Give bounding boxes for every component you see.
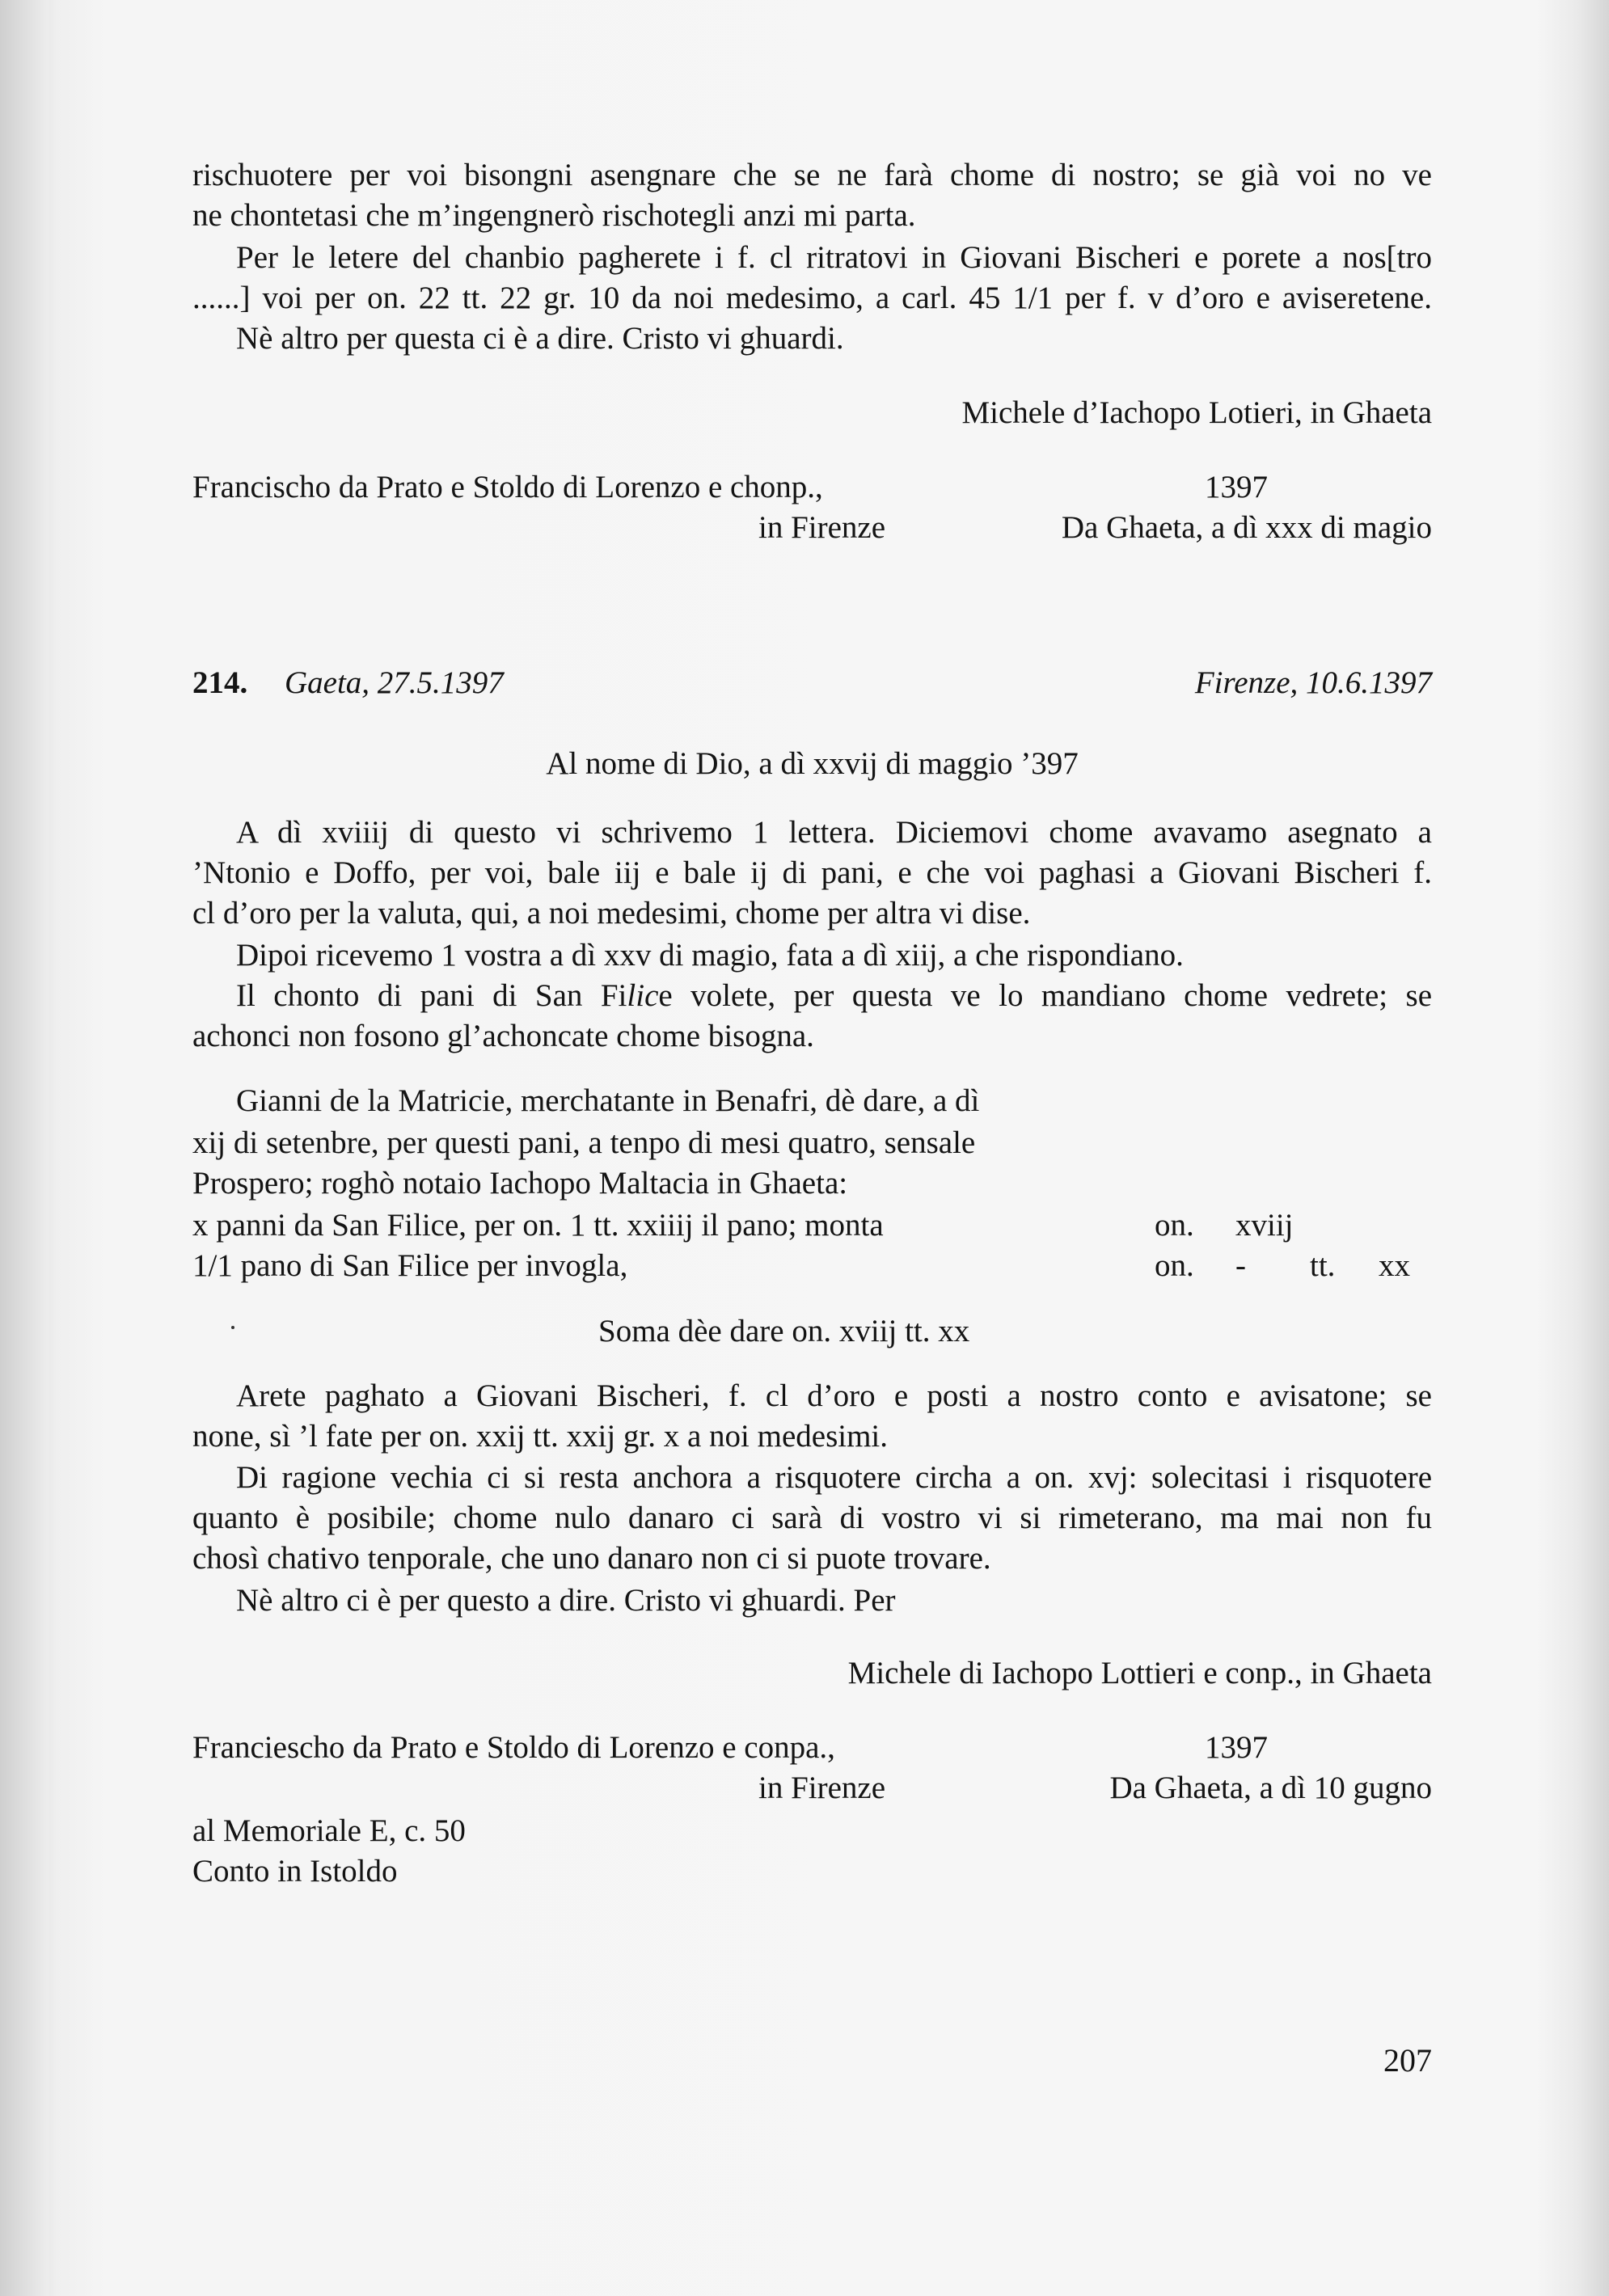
letter-year: 1397 <box>1205 470 1268 504</box>
page-number: 207 <box>1383 2042 1432 2079</box>
letter-origin: Gaeta, 27.5.1397 <box>285 665 504 700</box>
body-text-line: Per le letere del chanbio pagherete i f. cl ritratovi in Giovani Bischeri e porete a nos[tro <box>236 240 1432 275</box>
letter-date-line: Da Ghaeta, a dì xxx di magio <box>1061 510 1432 545</box>
body-text-line: Di ragione vechia ci si resta anchora a risquotere circha a on. xvj: solecitasi i risquotere <box>236 1460 1432 1495</box>
letter-destination: Firenze, 10.6.1397 <box>1194 665 1432 700</box>
body-text-line: chosì chativo tenporale, che uno danaro non ci si puote trovare. <box>192 1541 991 1576</box>
body-text-line: Dipoi ricevemo 1 vostra a dì xxv di magio, fata a dì xiij, a che rispondiano. <box>236 938 1184 973</box>
account-text-line: Prospero; roghò notaio Iachopo Maltacia in Ghaeta: <box>192 1166 848 1201</box>
body-text-line: ne chontetasi che m’ingengnerò rischotegli anzi mi parta. <box>192 198 916 233</box>
body-text-line: rischuotere per voi bisongni asengnare che se ne farà chome di nostro; se già voi no ve <box>192 158 1432 192</box>
account-row-unit: tt. <box>1310 1248 1336 1283</box>
account-text-line: Gianni de la Matricie, merchatante in Benafri, dè dare, a dì <box>236 1083 980 1118</box>
stray-mark <box>231 1326 234 1329</box>
body-text-line: cl d’oro per la valuta, qui, a noi medesimi, chome per altra vi dise. <box>192 896 1031 931</box>
letter-date-line: Da Ghaeta, a dì 10 gugno <box>1109 1771 1432 1805</box>
body-text-line: ......] voi per on. 22 tt. 22 gr. 10 da noi medesimo, a carl. 45 1/1 per f. v d’oro e aviseretene. <box>192 281 1432 315</box>
archival-note: Conto in Istoldo <box>192 1854 398 1889</box>
letter-invocation: Al nome di Dio, a dì xxvij di maggio ’397 <box>546 746 1079 781</box>
account-total: Soma dèe dare on. xviij tt. xx <box>598 1314 970 1348</box>
account-row-description: x panni da San Filice, per on. 1 tt. xxiiij il pano; monta <box>192 1208 884 1243</box>
letter-addressee: Francischo da Prato e Stoldo di Lorenzo e chonp., <box>192 470 823 504</box>
letter-signature: Michele d’Iachopo Lotieri, in Ghaeta <box>961 395 1432 430</box>
body-text-line: Arete paghato a Giovani Bischeri, f. cl d’oro e posti a nostro conto e avisatone; se <box>236 1378 1432 1413</box>
body-text-line: Nè altro ci è per questo a dire. Cristo vi ghuardi. Per <box>236 1583 896 1618</box>
account-row-description: 1/1 pano di San Filice per invogla, <box>192 1248 628 1283</box>
account-text-line: xij di setenbre, per questi pani, a tenpo di mesi quatro, sensale <box>192 1125 976 1160</box>
account-row-unit: on. <box>1155 1248 1194 1283</box>
account-row-value: xx <box>1379 1248 1410 1283</box>
account-row-value: xviij <box>1235 1208 1294 1243</box>
body-text-line: none, sì ’l fate per on. xxij tt. xxij gr. x a noi medesimi. <box>192 1419 889 1454</box>
body-text-line: A dì xviiij di questo vi schrivemo 1 lettera. Diciemovi chome avavamo asegnato a <box>236 815 1432 850</box>
account-row-dash: - <box>1235 1248 1246 1283</box>
body-text-line: Nè altro per questa ci è a dire. Cristo vi ghuardi. <box>236 321 844 356</box>
account-row-unit: on. <box>1155 1208 1194 1243</box>
letter-addressee: Franciescho da Prato e Stoldo di Lorenzo e conpa., <box>192 1730 835 1765</box>
body-text-line: achonci non fosono gl’achoncate chome bisogna. <box>192 1019 814 1053</box>
addressee-place: in Firenze <box>758 510 886 545</box>
letter-year: 1397 <box>1205 1730 1268 1765</box>
archival-note: al Memoriale E, c. 50 <box>192 1813 466 1848</box>
addressee-place: in Firenze <box>758 1771 886 1805</box>
book-spine-shadow <box>0 0 49 2296</box>
letter-signature: Michele di Iachopo Lottieri e conp., in Ghaeta <box>847 1656 1432 1690</box>
body-text-line: Il chonto di pani di San Filice volete, per questa ve lo mandiano chome vedrete; se <box>236 978 1433 1013</box>
body-text-line: ’Ntonio e Doffo, per voi, bale iij e bale ij di pani, e che voi paghasi a Giovani Bischeri f. <box>192 855 1432 890</box>
letter-number: 214. <box>192 665 248 700</box>
body-text-line: quanto è posibile; chome nulo danaro ci sarà di vostro vi si rimeterano, ma mai non fu <box>192 1500 1432 1535</box>
